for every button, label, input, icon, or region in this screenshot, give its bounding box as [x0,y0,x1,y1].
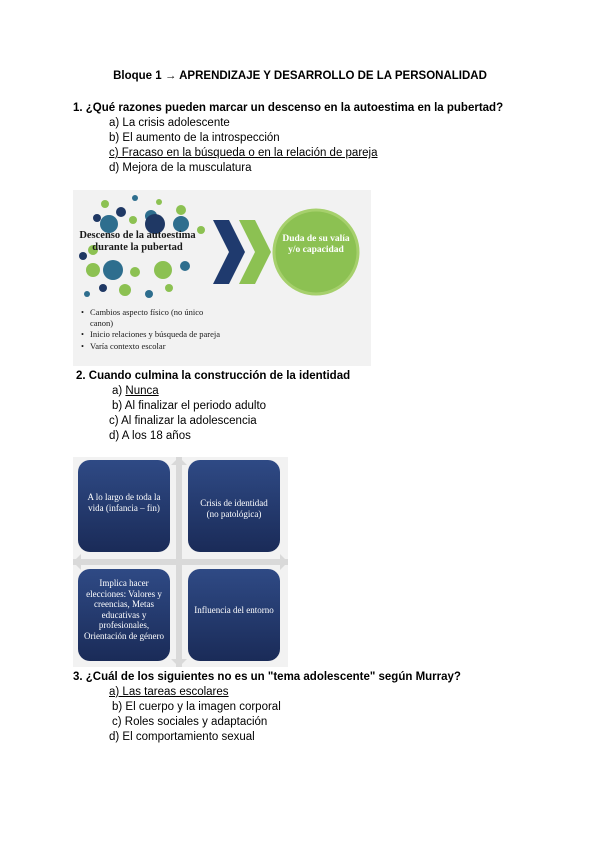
dot [86,263,100,277]
chevron-dark-icon [213,220,245,284]
q2-option-c-text: Al finalizar la adolescencia [121,415,257,427]
q2-option-a-answer: Nunca [125,385,159,397]
q2-option-b-text: Al finalizar el periodo adulto [124,400,267,412]
arrow-right-icon [280,554,288,570]
figure1-label: Descenso de la autoestima durante la pubertad [79,230,196,253]
q2-option-d-prefix: d) [109,430,122,442]
question-2: 2. Cuando culmina la construcción de la identidad [76,370,351,382]
dot [180,261,190,271]
tile-identity-crisis-text: Crisis de identidad (no patológica) [200,498,268,519]
dot [156,199,162,205]
tile-choices [78,569,170,661]
arrow-down-icon [171,659,187,667]
dot [130,267,140,277]
dot [119,284,131,296]
dot [116,207,126,217]
q2-option-b-prefix: b) [112,400,125,412]
dot [99,284,107,292]
dot [165,284,173,292]
q2-option-d [109,430,191,442]
dot [84,291,90,297]
q3-option-c: c) Roles sociales y adaptación [112,716,268,728]
dot [145,290,153,298]
q3-option-d: d) El comportamiento sexual [109,731,255,743]
dot [154,261,172,279]
figure-identity-diagram [73,457,288,667]
q3-option-a-answer: a) Las tareas escolares [109,686,229,698]
question-1: 1. ¿Qué razones pueden marcar un descenso en la autoestima en la pubertad? [73,102,504,114]
tile-environment-text: Influencia del entorno [194,605,274,615]
q2-option-c [109,415,257,427]
q2-option-a [112,385,159,397]
figure1-bullets [81,307,221,352]
dot [176,205,186,215]
figure1-bullet: • Inicio relaciones y búsqueda de pareja [81,329,221,340]
dot [101,200,109,208]
document-title: Bloque 1 → APRENDIZAJE Y DESARROLLO DE LA PERSONALIDAD [113,70,487,82]
q1-option-d: d) Mejora de la musculatura [109,162,252,174]
q2-option-a-prefix: a) [112,385,126,397]
q2-option-b [112,400,266,412]
q1-option-a: a) La crisis adolescente [109,117,230,129]
arrow-up-icon [171,457,187,465]
q2-option-c-prefix: c) [109,415,122,427]
q3-option-b: b) El cuerpo y la imagen corporal [112,701,281,713]
q1-option-b: b) El aumento de la introspección [109,132,280,144]
tile-environment [188,569,280,661]
dot [103,260,123,280]
q1-option-c-answer: c) Fracaso en la búsqueda o en la relación de pareja [109,147,378,159]
cross-vertical-bar [176,457,182,667]
figure1-bullet: • Cambios aspecto físico (no único canon) [81,307,221,328]
arrow-left-icon [73,554,81,570]
tile-lifelong-text: A lo largo de toda la vida (infancia – fin) [87,492,161,513]
figure1-circle-text: Duda de su valía y/o capacidad [282,234,350,255]
dot [129,216,137,224]
dot [93,214,101,222]
figure-self-esteem-diagram [73,190,371,366]
figure1-bullet: • Varía contexto escolar [81,341,221,352]
tile-choices-text: Implica hacer elecciones: Valores y creencias, Metas educativas y profesionales, Orientación de género [84,578,164,641]
question-3: 3. ¿Cuál de los siguientes no es un "tema adolescente" según Murray? [73,671,461,683]
tile-identity-crisis [188,460,280,552]
q2-option-d-text: A los 18 años [121,430,191,442]
tile-lifelong [78,460,170,552]
dot [132,195,138,201]
